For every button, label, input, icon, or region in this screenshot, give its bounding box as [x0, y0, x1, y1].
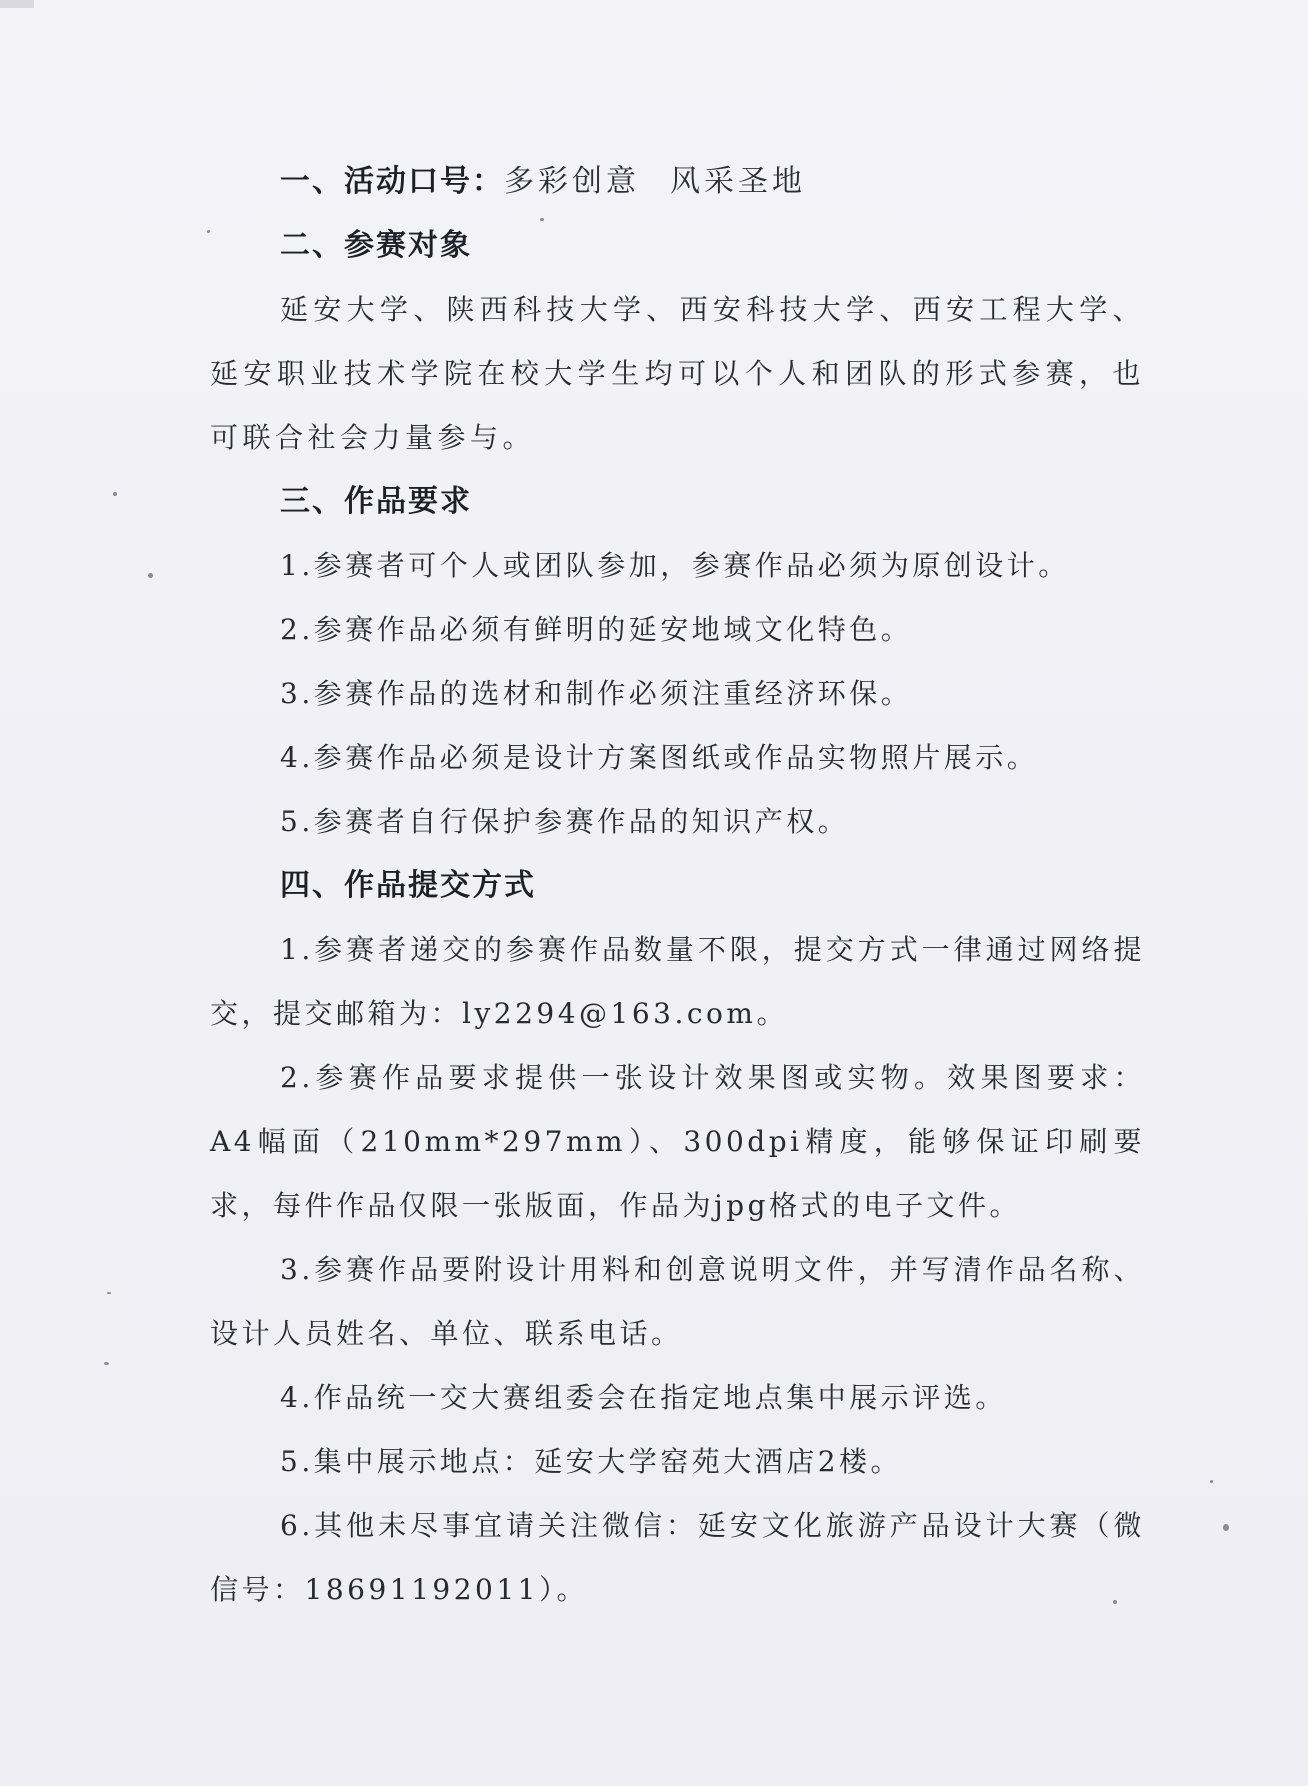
requirement-item-4: 4.参赛作品必须是设计方案图纸或作品实物照片展示。: [280, 741, 1039, 774]
slogan-heading: 一、活动口号：: [280, 164, 504, 199]
participants-heading: 二、参赛对象: [280, 228, 472, 263]
submission-item-6: 6.其他未尽事宜请关注微信：延安文化旅游产品设计大赛（微信号：18691192011）。: [210, 1509, 1145, 1606]
submission-item-1: 1.参赛者递交的参赛作品数量不限，提交方式一律通过网络提交，提交邮箱为：ly2294@163.com。: [210, 933, 1145, 1030]
scan-corner-mark: [0, 0, 34, 8]
participants-paragraph: 延安大学、陕西科技大学、西安科技大学、西安工程大学、延安职业技术学院在校大学生均可以个人和团队的形式参赛，也可联合社会力量参与。: [210, 293, 1145, 454]
requirements-heading: 三、作品要求: [280, 484, 472, 519]
scan-speck: [148, 573, 153, 578]
requirement-item-5: 5.参赛者自行保护参赛作品的知识产权。: [280, 805, 850, 838]
requirement-item-3: 3.参赛作品的选材和制作必须注重经济环保。: [280, 677, 913, 710]
requirement-item-2: 2.参赛作品必须有鲜明的延安地域文化特色。: [280, 613, 913, 646]
submission-item-4: 4.作品统一交大赛组委会在指定地点集中展示评选。: [280, 1381, 1007, 1414]
requirement-item-1: 1.参赛者可个人或团队参加，参赛作品必须为原创设计。: [280, 549, 1070, 582]
scan-speck: [113, 492, 117, 496]
submission-item-5: 5.集中展示地点：延安大学窑苑大酒店2楼。: [280, 1445, 903, 1478]
document-body: [210, 150, 1145, 1622]
scan-speck: [107, 1292, 111, 1294]
submission-heading: 四、作品提交方式: [280, 868, 536, 903]
slogan-text-part1: 多彩创意: [504, 164, 640, 199]
scan-speck: [104, 1362, 109, 1365]
slogan-text-part2: 风采圣地: [670, 164, 806, 199]
scan-speck: [1210, 1480, 1213, 1483]
submission-item-2: 2.参赛作品要求提供一张设计效果图或实物。效果图要求：A4幅面（210mm*297mm）、300dpi精度，能够保证印刷要求，每件作品仅限一张版面，作品为jpg格式的电子文件。: [210, 1061, 1145, 1222]
scan-speck: [1223, 1524, 1229, 1531]
slogan-heading-line: [210, 150, 1145, 214]
submission-item-3: 3.参赛作品要附设计用料和创意说明文件，并写清作品名称、设计人员姓名、单位、联系电话。: [210, 1253, 1145, 1350]
